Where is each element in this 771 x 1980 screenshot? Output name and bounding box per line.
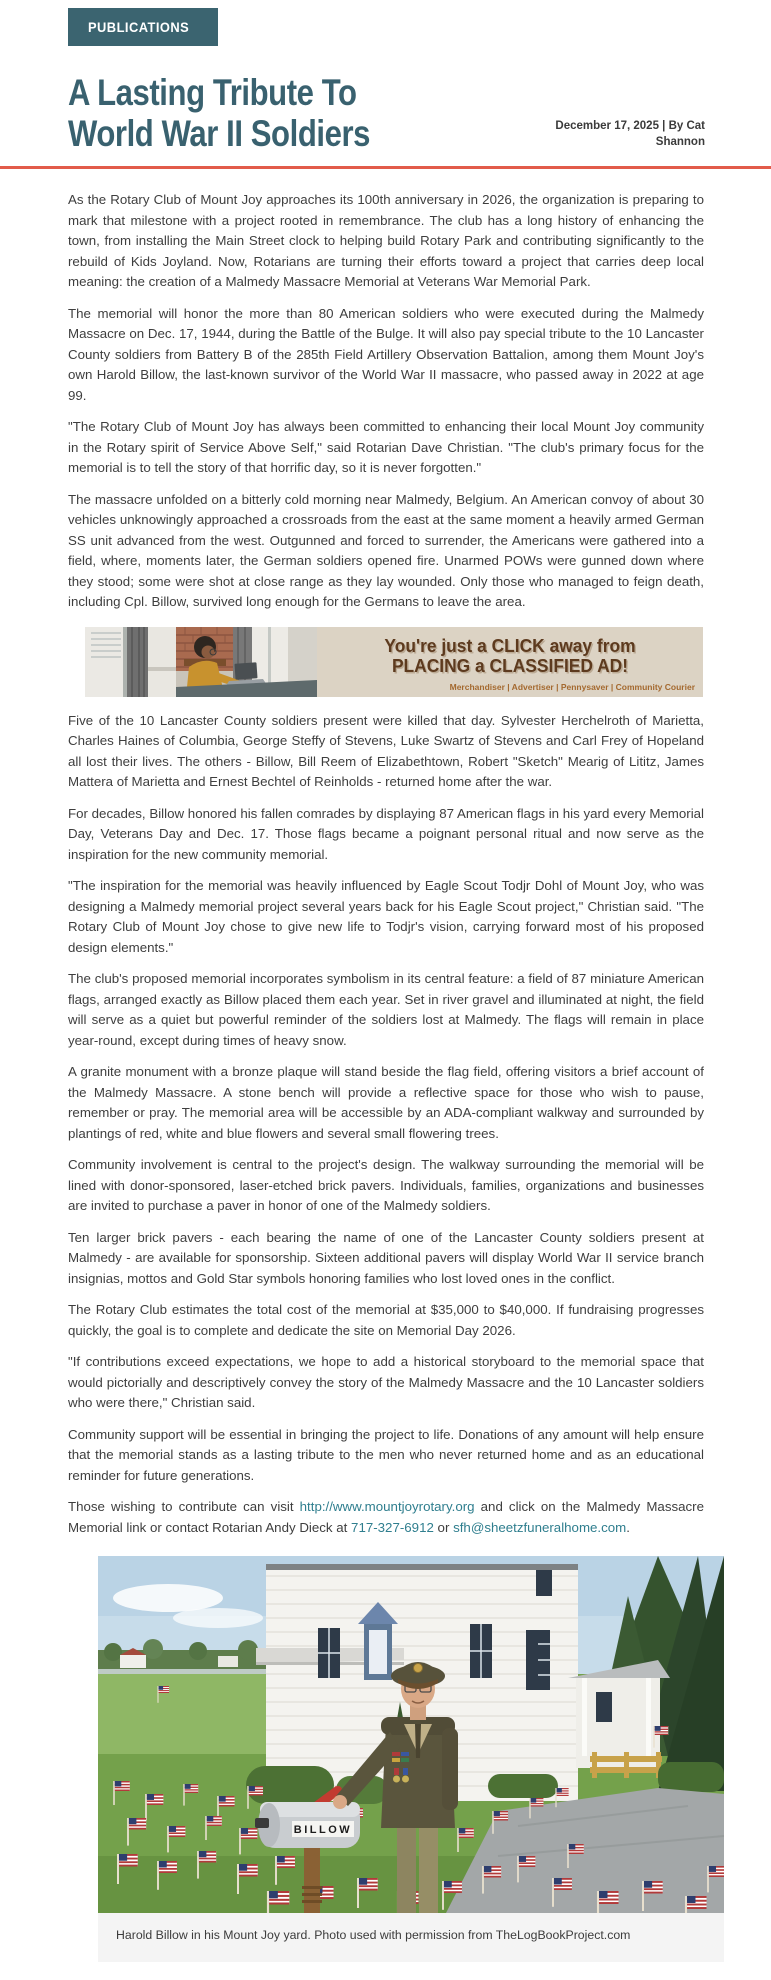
page-title-line2: World War II Soldiers [68, 113, 371, 154]
email-link[interactable]: sfh@sheetzfuneralhome.com [453, 1519, 627, 1535]
photo-caption: Harold Billow in his Mount Joy yard. Photo used with permission from TheLogBookProject.com [98, 1913, 724, 1962]
article-paragraph: A granite monument with a bronze plaque will stand beside the flag field, offering visitors a brief account of the Malmedy Massacre. A stone bench will provide a reflective space for those who wish to pause, remember or pray. The memorial area will be accessible by an ADA-compliant walkway and surrounded by plantings of red, white and blue flowers and several small flowering trees. [68, 1064, 704, 1141]
contribute-text: and click on the Malmedy Massacre Memorial link or contact Rotarian Andy Dieck at [68, 1499, 704, 1535]
article-header [0, 72, 771, 154]
contribute-text: . [626, 1519, 630, 1535]
ad-text-area [317, 627, 703, 697]
article-paragraph: Five of the 10 Lancaster County soldiers present were killed that day. Sylvester Herchelroth of Marietta, Charles Haines of Columbia, George Steffy of Stevens, Luke Swartz of Stevens and Carl Frey of Hopeland all lost their lives. The others - Billow, Bill Reem of Elizabethtown, Robert "Sketch" Mearig of Lititz, James Mattera of Marietta and Ernest Bechtel of Reinholds - returned home after the war. [68, 712, 704, 789]
article-paragraph: The memorial will honor the more than 80 American soldiers who were executed during the Malmedy Massacre on Dec. 17, 1944, during the Battle of the Bulge. It will also pay special tribute to the 10 Lancaster County soldiers from Battery B of the 285th Field Artillery Observation Battalion, among them Mount Joy's own Harold Billow, the last-known survivor of the World War II massacre, who passed away in 2022 at age 99. [68, 305, 704, 403]
ad-publications-list: Merchandiser | Advertiser | Pennysaver | Community Courier [449, 681, 695, 692]
article-paragraph: Community support will be essential in bringing the project to life. Donations of any amount will help ensure that the memorial stands as a lasting tribute to the men who never returned home and as an educational reminder for future generations. [68, 1426, 704, 1483]
article-paragraph: The Rotary Club estimates the total cost of the memorial at $35,000 to $40,000. If fundraising progresses quickly, the goal is to complete and dedicate the site on Memorial Day 2026. [68, 1302, 704, 1338]
contribute-paragraph [68, 1497, 704, 1538]
ad-headline-line2: PLACING a CLASSIFIED AD! [391, 654, 629, 676]
article-paragraph: The club's proposed memorial incorporates symbolism in its central feature: a field of 87 miniature American flags, arranged exactly as Billow placed them each year. Set in river gravel and illuminated at night, the field will serve as a quiet but powerful reminder of the soldiers lost at Malmedy. The flags will remain in place year-round, except during times of heavy snow. [68, 971, 704, 1048]
ad-headline-line1: You're just a CLICK away from [384, 634, 636, 656]
phone-link[interactable]: 717-327-6912 [351, 1519, 434, 1535]
publications-badge-label: PUBLICATIONS [88, 19, 190, 35]
article-figure [98, 1556, 724, 1962]
article-body [0, 169, 771, 1962]
mailbox-label: BILLOW [293, 1824, 353, 1836]
article-paragraph: The massacre unfolded on a bitterly cold morning near Malmedy, Belgium. An American convoy of about 30 vehicles unknowingly approached a crossroads from the east at the same moment a heavily armed German SS unit advanced from the west. Outgunned and forced to surrender, the Americans were gathered into a field, where, moments later, the German soldiers opened fire. Unarmed POWs were gunned down where they stood; some were shot at close range as they lay wounded. Only those who managed to feign death, including Cpl. Billow, survived long enough for the Germans to leave the area. [68, 491, 704, 609]
contribute-text: Those wishing to contribute can visit [68, 1499, 300, 1514]
page-title-line1: A Lasting Tribute To [68, 72, 357, 113]
article-paragraph: For decades, Billow honored his fallen comrades by displaying 87 American flags in his yard every Memorial Day, Veterans Day and Dec. 17. Those flags became a poignant personal ritual and now serve as the inspiration for the new community memorial. [68, 805, 704, 862]
article-photo [98, 1556, 724, 1913]
website-link[interactable]: http://www.mountjoyrotary.org [299, 1499, 475, 1514]
article-paragraph: As the Rotary Club of Mount Joy approaches its 100th anniversary in 2026, the organization is preparing to mark that milestone with a project rooted in remembrance. The club has a long history of enhancing the town, from installing the Main Street clock to helping build Rotary Park and contributing significantly to the rebuild of Kids Joyland. Now, Rotarians are turning their efforts toward a project that carries deep local meaning: the creation of a Malmedy Massacre Memorial at Veterans War Memorial Park. [68, 192, 704, 289]
article-paragraph: Community involvement is central to the project's design. The walkway surrounding the memorial will be lined with donor-sponsored, laser-etched brick pavers. Individuals, families, organizations and businesses are invited to purchase a paver in honor of one of the Malmedy soldiers. [68, 1157, 704, 1213]
classified-ad-banner[interactable] [85, 627, 703, 697]
contribute-text: or [433, 1519, 454, 1535]
publications-badge[interactable] [68, 8, 218, 46]
article-paragraph: "The Rotary Club of Mount Joy has always been committed to enhancing their local Mount Joy community in the Rotary spirit of Service Above Self," said Rotarian Dave Christian. "The club's primary focus for the memorial is to tell the story of that horrific day, so it is never forgotten." [68, 419, 704, 475]
ad-photo [85, 627, 317, 697]
article-paragraph: "If contributions exceed expectations, we hope to add a historical storyboard to the memorial space that would pictorially and descriptively convey the story of the Malmedy Massacre and the 10 Lancaster soldiers who were there," Christian said. [68, 1354, 704, 1410]
page-title [68, 72, 428, 154]
article-byline: December 17, 2025 | By Cat Shannon [555, 120, 705, 148]
ad-laptop [234, 662, 257, 679]
article-paragraph: "The inspiration for the memorial was heavily influenced by Eagle Scout Todjr Dohl of Mount Joy, who was designing a Malmedy memorial project several years back for his Eagle Scout project," Christian said. "The Rotary Club of Mount Joy chose to give new life to Todjr's vision, carrying forward most of his proposed design elements." [68, 878, 704, 955]
article-paragraph: Ten larger brick pavers - each bearing the name of one of the Lancaster County soldiers present at Malmedy - are available for sponsorship. Sixteen additional pavers will display World War II service branch insignias, mottos and Gold Star symbols honoring families who lost loved ones in the conflict. [68, 1229, 704, 1286]
